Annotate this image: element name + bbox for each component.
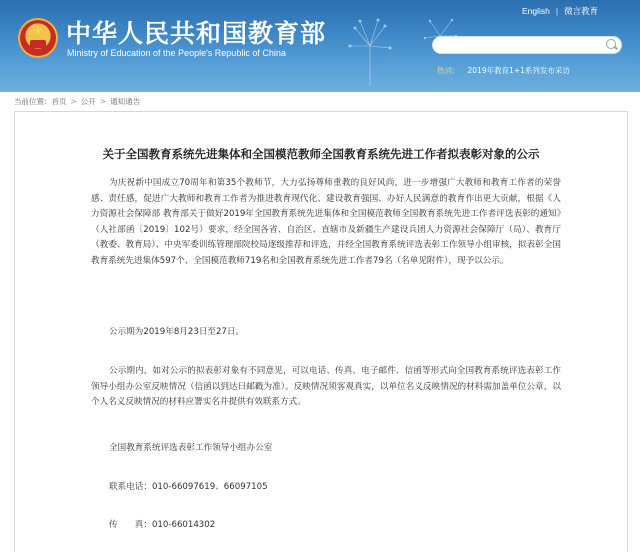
site-title[interactable]: 中华人民共和国教育部 [66, 19, 327, 48]
contact-fax: 传 真：010-66014302 [109, 520, 216, 530]
article-panel [14, 111, 628, 552]
contact-phone: 联系电话：010-66097619、66097105 [109, 482, 268, 492]
site-subtitle-en: Ministry of Education of the People's Republic of China [67, 48, 286, 58]
hot-words-label: 热词： [437, 66, 460, 75]
contact-office: 全国教育系统评选表彰工作领导小组办公室 [109, 443, 273, 453]
search-input[interactable] [439, 38, 603, 54]
breadcrumb [14, 96, 140, 107]
top-links [522, 5, 598, 17]
breadcrumb-home[interactable]: 首页 [51, 97, 67, 106]
article-paragraph-intro: 为庆祝新中国成立70周年和第35个教师节，大力弘扬尊师重教的良好风尚，进一步增强广大教师和教育工作者的荣誉感、责任感，促进广大教师和教育工作者为推进教育现代化、建设教育强国、办好人民满意的教育作出更大贡献，根据《人力资源社会保障部 教育部关于做好2019年全国教育系统先进集体和全国模范教师全国教育系统先进工作者评选表彰的通知》（人社部函〔2019〕102号）要求，经全国各省、自治区、直辖市及新疆生产建设兵团人力资源社会保障厅（局）、教育厅（教委、教育局）、中央军委训练管理部院校局逐级推荐和评选，并经全国教育系统评选表彰工作领导小组审核，拟表彰全国教育系统先进集体597个、全国模范教师719名和全国教育系统先进工作者79名（名单见附件），现予以公示。 [91, 178, 561, 266]
breadcrumb-public[interactable]: 公开 [80, 97, 96, 106]
top-links-divider: | [555, 6, 559, 16]
breadcrumb-notices[interactable]: 通知通告 [110, 97, 141, 106]
search-box[interactable] [432, 36, 622, 54]
weibo-link[interactable]: 微言教育 [564, 6, 599, 16]
site-header [0, 0, 640, 92]
hot-word-link[interactable]: 2019年教育1+1系列发布采访 [467, 66, 570, 75]
article-title: 关于全国教育系统先进集体和全国模范教师全国教育系统先进工作者拟表彰对象的公示 [102, 147, 540, 161]
national-emblem-icon: ★ [18, 18, 58, 58]
english-link[interactable]: English [522, 6, 550, 16]
search-icon[interactable] [606, 39, 616, 49]
breadcrumb-separator: > [70, 97, 77, 106]
breadcrumb-separator: > [99, 97, 107, 106]
article-paragraph-feedback: 公示期内，如对公示的拟表彰对象有不同意见，可以电话、传真、电子邮件、信函等形式向全国教育系统评选表彰工作领导小组办公室反映情况（信函以到达日邮戳为准）。反映情况须客观真实，以单位名义反映情况的材料需加盖单位公章，以个人名义反映情况的材料应署实名并提供有效联系方式。 [91, 366, 561, 407]
breadcrumb-prefix: 当前位置： [14, 97, 52, 106]
hot-words [437, 65, 570, 76]
article-paragraph-period: 公示期为2019年8月23日至27日。 [109, 327, 245, 337]
